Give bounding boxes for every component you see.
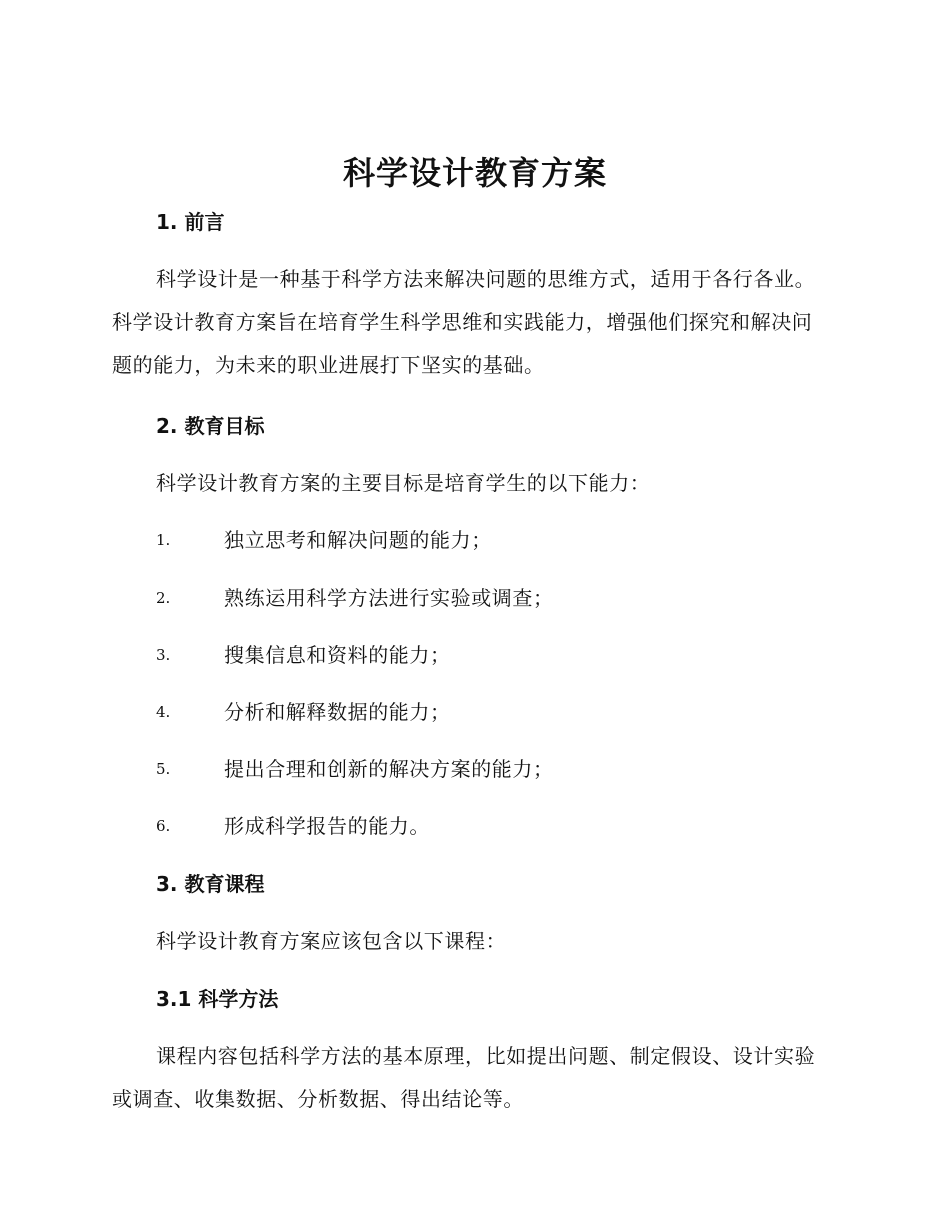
goal-list-item [156, 697, 756, 727]
goals-intro: 科学设计教育方案的主要目标是培育学生的以下能力： [156, 471, 651, 495]
section-heading-preface: 1. 前言 [156, 210, 225, 234]
list-text: 独立思考和解决问题的能力； [224, 528, 492, 552]
goal-list-item [156, 640, 756, 670]
goal-list-item [156, 754, 756, 784]
list-number: 6. [156, 817, 171, 835]
scientific-method-paragraph: 课程内容包括科学方法的基本原理，比如提出问题、制定假设、设计实验或调查、收集数据、分析数据、得出结论等。 [112, 1044, 816, 1111]
goal-list-item [156, 811, 756, 841]
document-title: 科学设计教育方案 [342, 154, 607, 192]
goal-list-item [156, 525, 756, 555]
list-number: 3. [156, 646, 171, 664]
section-heading-curriculum: 3. 教育课程 [156, 872, 265, 896]
list-number: 4. [156, 703, 171, 721]
list-text: 熟练运用科学方法进行实验或调查； [224, 586, 554, 610]
list-number: 1. [156, 531, 171, 549]
list-number: 2. [156, 589, 171, 607]
subsection-heading-scientific-method: 3.1 科学方法 [156, 987, 279, 1011]
list-text: 分析和解释数据的能力； [224, 700, 451, 724]
list-number: 5. [156, 760, 171, 778]
section-heading-goals: 2. 教育目标 [156, 414, 265, 438]
list-text: 形成科学报告的能力。 [224, 814, 430, 838]
goal-list-item [156, 583, 756, 613]
list-text: 提出合理和创新的解决方案的能力； [224, 757, 554, 781]
list-text: 搜集信息和资料的能力； [224, 643, 451, 667]
preface-paragraph: 科学设计是一种基于科学方法来解决问题的思维方式，适用于各行各业。科学设计教育方案旨在培育学生科学思维和实践能力，增强他们探究和解决问题的能力，为未来的职业进展打下坚实的基础。 [112, 267, 816, 377]
curriculum-intro: 科学设计教育方案应该包含以下课程： [156, 929, 507, 953]
